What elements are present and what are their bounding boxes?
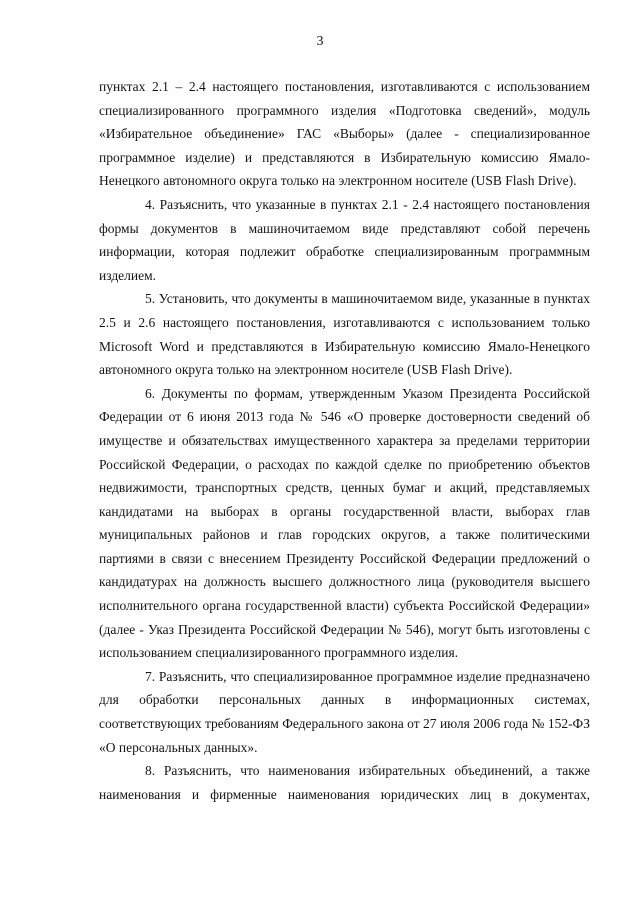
paragraph-item-7: 7. Разъяснить, что специализированное программное изделие предназначено для обработки персональных данных в информационных системах, соответствующих требованиям Федерального закона от 27 июля 2006 года № 152-ФЗ «О персональных данных». — [99, 668, 590, 755]
paragraph-item-6: 6. Документы по формам, утвержденным Указом Президента Российской Федерации от 6 июня 2013 года № 546 «О проверке достоверности сведений об имуществе и обязательствах имущественного характера за пределами территории Российской Федерации, о расходах по каждой сделке по приобретению объектов недвижимости, транспортных средств, ценных бумаг и акций, представляемых кандидатами на выборах в органы государственной власти, выборах глав муниципальных районов и глав городских округов, а также политическими партиями в связи с внесением Президенту Российской Федерации предложений о кандидатурах на должность высшего должностного лица (руководителя высшего исполнительного органа государственной власти) субъекта Российской Федерации» (далее - Указ Президента Российской Федерации № 546), могут быть изготовлены с использованием специализированного программного изделия. — [99, 385, 590, 661]
paragraph-item-8: 8. Разъяснить, что наименования избирательных объединений, а также наименования и фирменные наименования юридических лиц в документах, — [99, 763, 590, 802]
paragraph-continuation: пунктах 2.1 – 2.4 настоящего постановления, изготавливаются с использованием специализированного программного изделия «Подготовка сведений», модуль «Избирательное объединение» ГАС «Выборы» (далее - специализированное программное изделие) и представляются в Избирательную комиссию Ямало-Ненецкого автономного округа только на электронном носителе (USB Flash Drive). — [99, 79, 590, 189]
document-body — [99, 75, 590, 806]
paragraph-item-5: 5. Установить, что документы в машиночитаемом виде, указанные в пунктах 2.5 и 2.6 настоящего постановления, изготавливаются с использованием только Microsoft Word и представляются в Избирательную комиссию Ямало-Ненецкого автономного округа только на электронном носителе (USB Flash Drive). — [99, 291, 590, 378]
paragraph-item-4: 4. Разъяснить, что указанные в пунктах 2.1 - 2.4 настоящего постановления формы документов в машиночитаемом виде представляют собой перечень информации, которая подлежит обработке специализированным программным изделием. — [99, 196, 590, 283]
page-number: 3 — [316, 34, 324, 49]
